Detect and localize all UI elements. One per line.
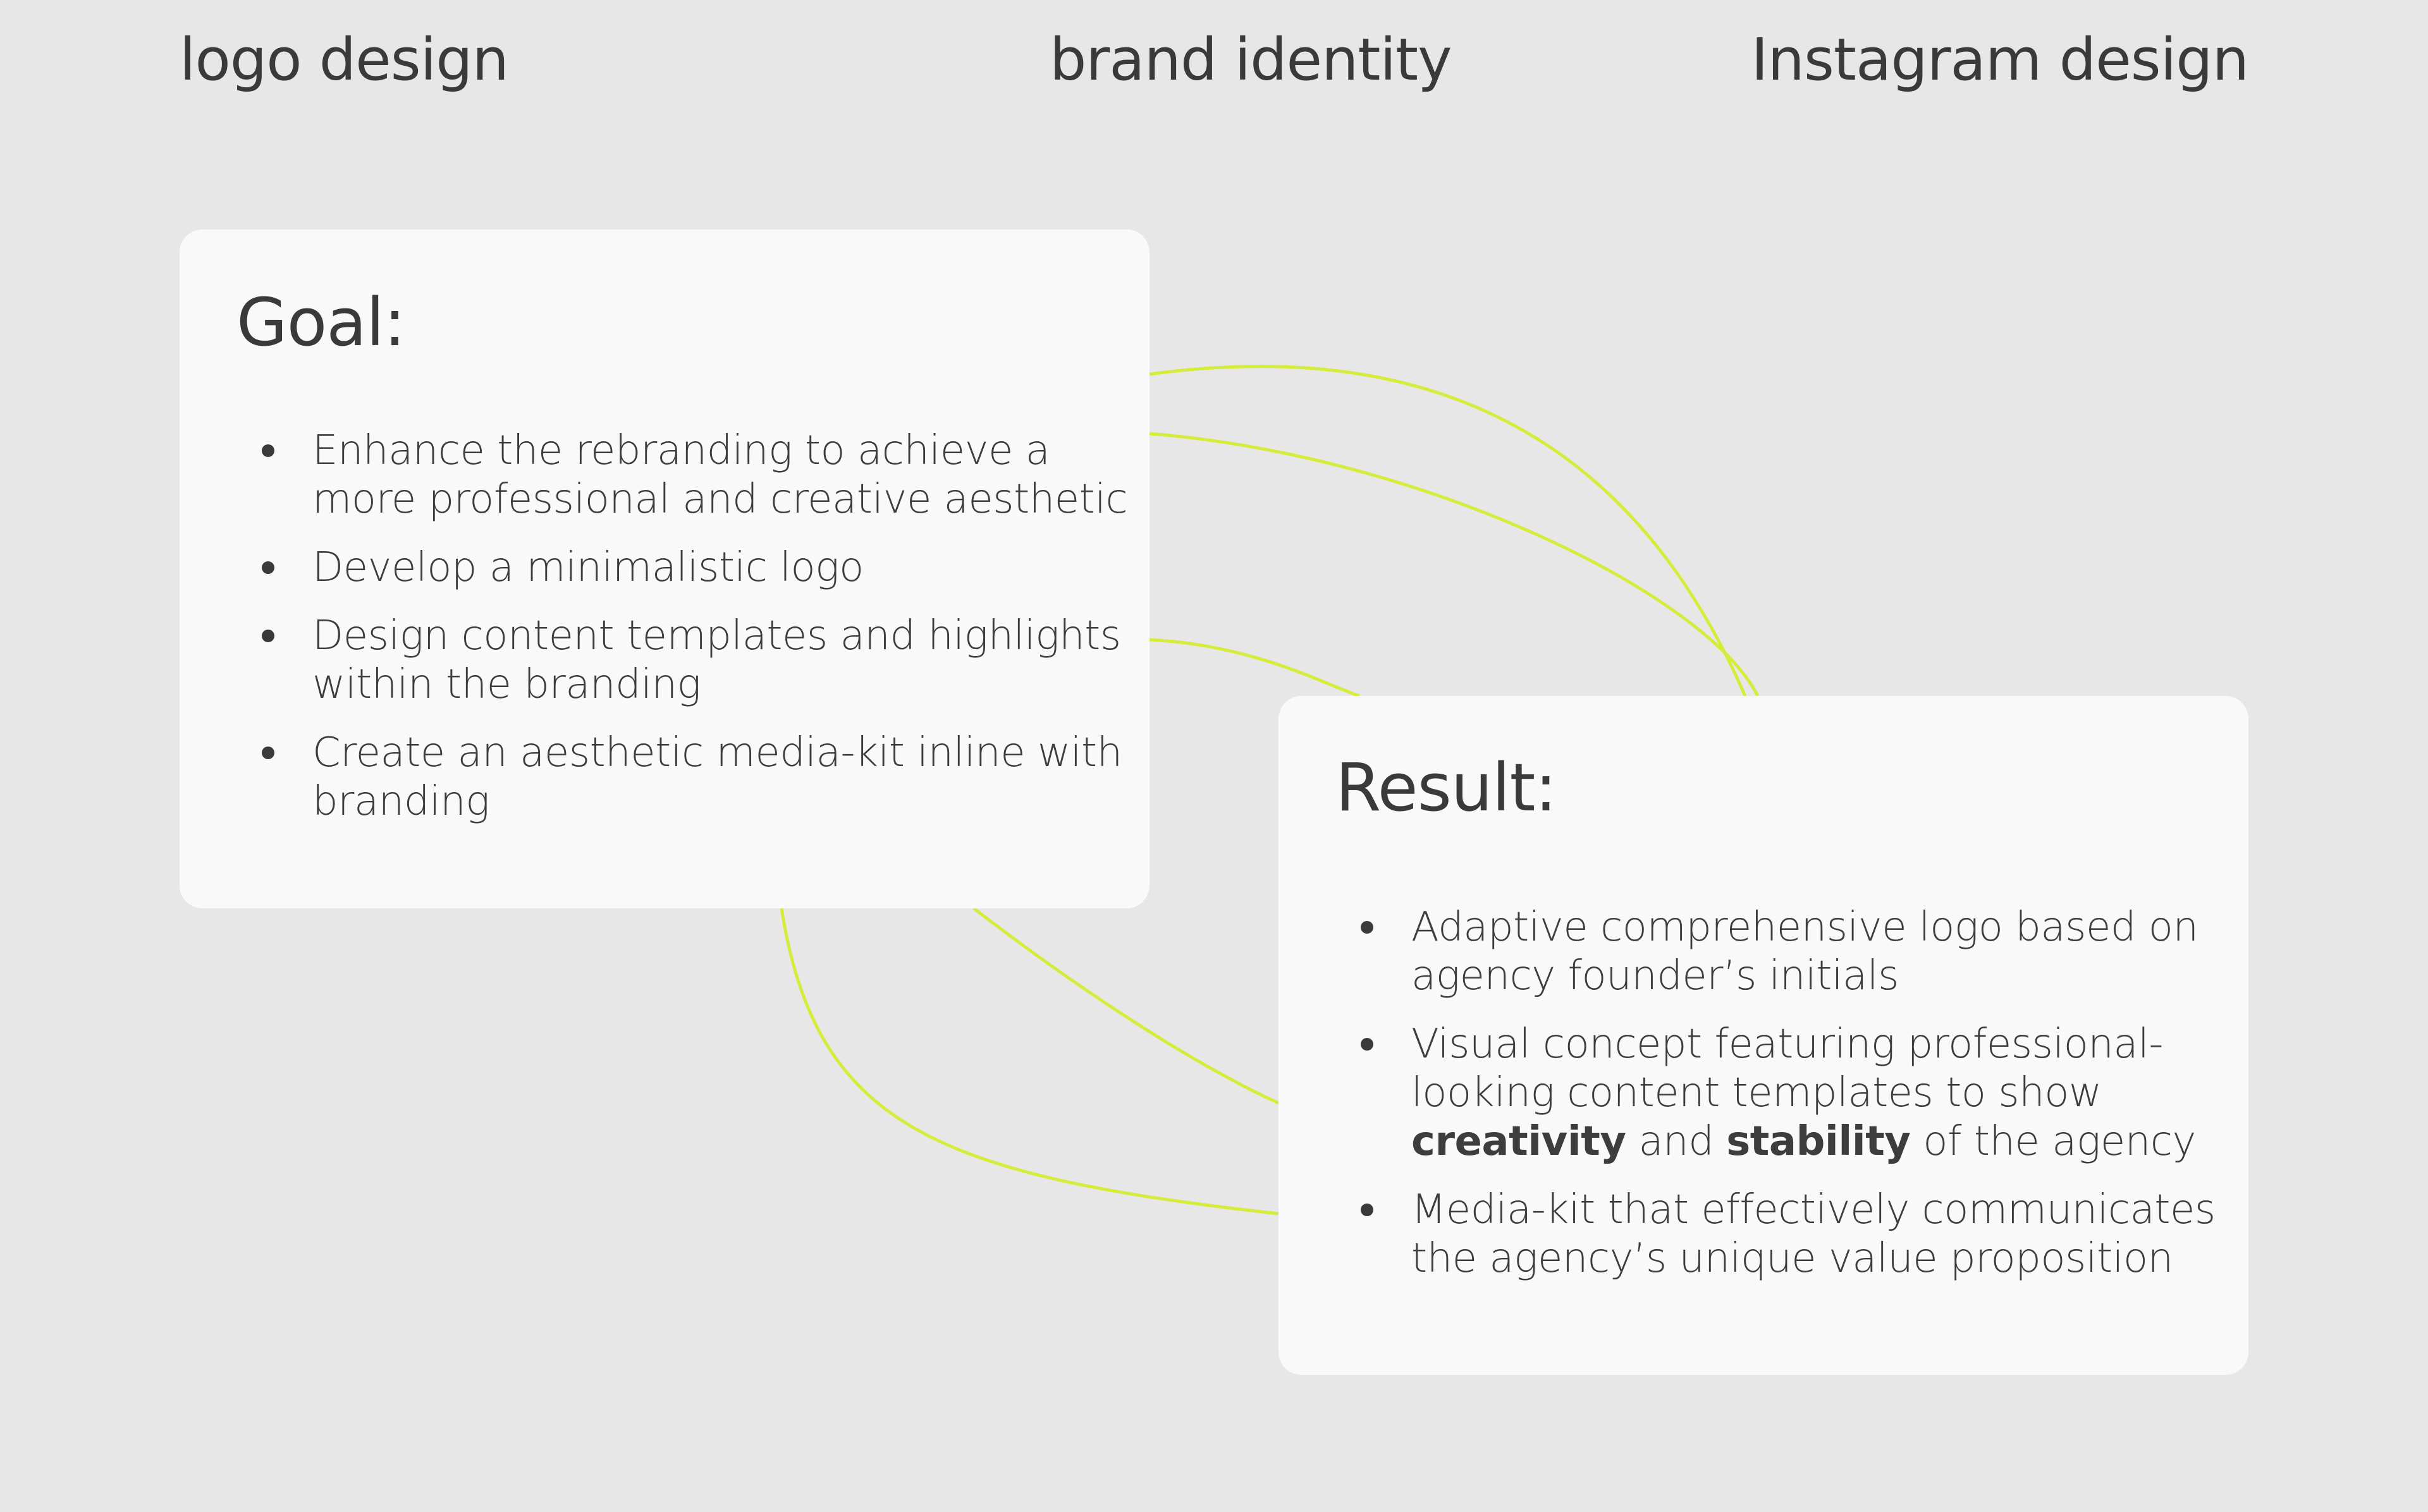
bullet-icon — [262, 630, 274, 642]
tag-brand-identity: brand identity — [1050, 26, 1452, 94]
goal-item — [262, 612, 1134, 709]
bullet-icon — [1361, 1038, 1373, 1051]
result-item-text: Media-kit that effectively communicates the agency’s unique value proposition — [1411, 1186, 2216, 1282]
goal-item-text: Design content templates and highlights within the branding — [312, 613, 1121, 708]
result-item-text: Adaptive comprehensive logo based on agency founder’s initials — [1411, 904, 2198, 999]
result-item-bold-stability: stability — [1726, 1118, 1911, 1165]
bullet-icon — [262, 444, 274, 457]
result-title: Result: — [1335, 749, 1557, 826]
bullet-icon — [262, 747, 274, 759]
result-item — [1361, 1186, 2233, 1283]
curve-4 — [974, 908, 1278, 1103]
result-item-text-after: of the agency — [1923, 1118, 2196, 1165]
goal-list — [262, 427, 1134, 846]
result-item-text-before: Visual concept featuring professional-looking content templates to show — [1411, 1021, 2163, 1116]
goal-item — [262, 427, 1134, 524]
result-card — [1278, 696, 2248, 1375]
result-list — [1361, 903, 2233, 1303]
result-item-text-mid: and — [1638, 1118, 1714, 1165]
goal-item-text: Develop a minimalistic logo — [312, 544, 864, 591]
curve-2 — [1150, 434, 1758, 696]
curve-1 — [1150, 367, 1745, 696]
result-item — [1361, 1020, 2233, 1166]
goal-item-text: Enhance the rebranding to achieve a more professional and creative aesthetic — [312, 427, 1128, 523]
bullet-icon — [1361, 1204, 1373, 1216]
goal-item — [262, 729, 1134, 826]
bullet-icon — [262, 561, 274, 574]
curve-3 — [1150, 640, 1359, 696]
tag-instagram-design: Instagram design — [1751, 26, 2248, 94]
goal-item-text: Create an aesthetic media-kit inline with branding — [312, 729, 1122, 825]
goal-item — [262, 544, 1134, 592]
result-item-bold-creativity: creativity — [1411, 1118, 1626, 1165]
goal-title: Goal: — [236, 284, 405, 361]
goal-card — [180, 229, 1150, 908]
result-item — [1361, 903, 2233, 1001]
curve-5 — [782, 908, 1278, 1214]
tag-logo-design: logo design — [180, 26, 508, 94]
bullet-icon — [1361, 921, 1373, 934]
